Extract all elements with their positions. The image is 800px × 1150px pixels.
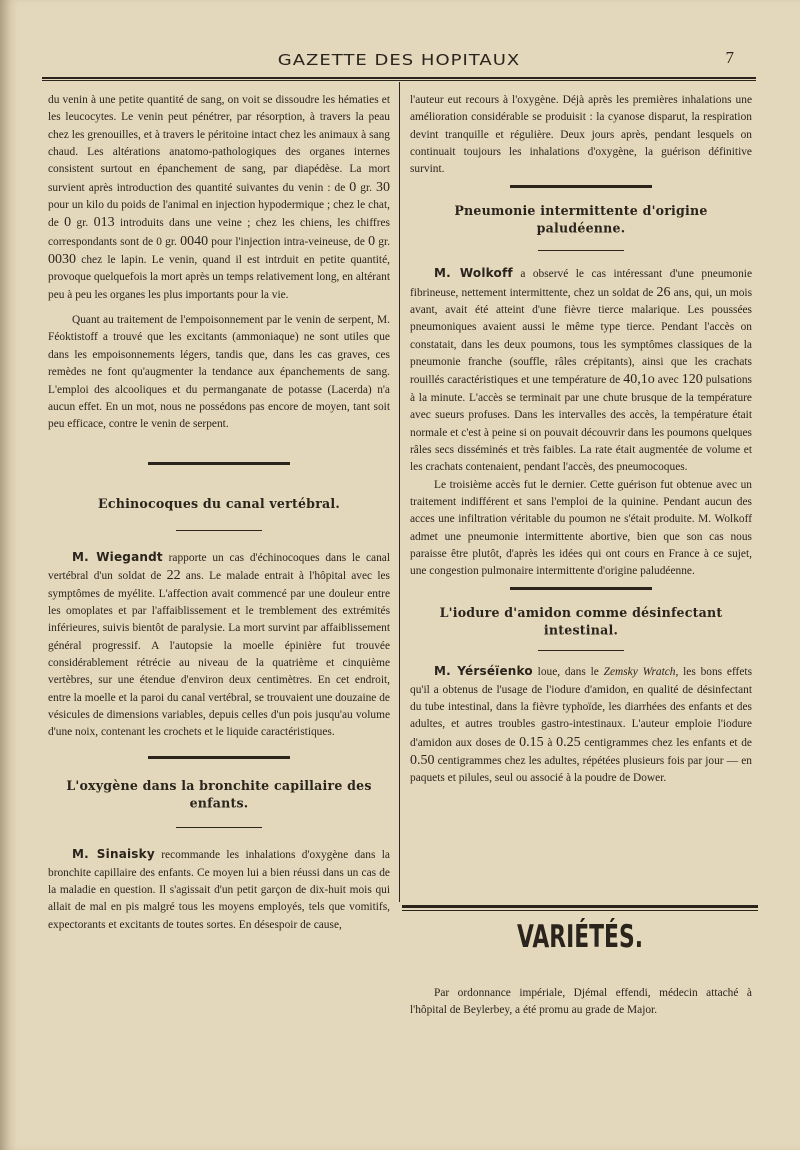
journal-name: Zemsky Wratch xyxy=(603,666,676,679)
paragraph-troisieme-acces: Le troisième accès fut le dernier. Cette guérison fut obtenue avec un traitement indifférent et sans l'emploi de la quinine. Pendant aucun des acces une infiltration véritable du poumon ne s'était produite. M. Wolkoff admet une pneumonie intermittente abortive, bien que son cas nous paraisse être plutôt, d'après les idées qui ont cours en France à ce sujet, une congestion pulmonaire intermittente d'origine paludéenne. xyxy=(410,478,752,578)
paragraph-varietes: Par ordonnance impériale, Djémal effendi, médecin attaché à l'hôpital de Beylerbey, a été promu au grade de Major. xyxy=(410,987,752,1017)
section-title-echinocoques: Echinocoques du canal vertébral. xyxy=(98,495,340,511)
paragraph-oxygene-suite: l'auteur eut recours à l'oxygène. Déjà après les premières inhalations une amélioration considérable se produisit : la cyanose disparut, la respiration devint tranquille et régulière. Deux jours après, pendant lesquels on continuait toujours les inhalations d'oxygène, la guérison définitive survint. xyxy=(410,94,752,176)
page-number: 7 xyxy=(725,48,734,67)
title-underline xyxy=(538,250,624,251)
author-name: M. Wiegandt xyxy=(72,549,163,564)
section-rule xyxy=(510,587,652,590)
paragraph-venin: du venin à une petite quantité de sang, on voit se dissoudre les hématies et les leucocytes. Le venin peut pénétrer, par résorption, à travers la peau chez les grenouilles, et à travers le péritoine intact chez les animaux à sang chaud. Les altérations anatomo-pathologiques des organes internes consistent surtout en épanchement de sang, par diapédèse. La mort survient après introduction des quantité suivantes du venin : de 0 gr. 30 pour un kilo du poids de l'animal en injection hypodermique ; chez le chat, de 0 gr. 013 introduits dans une veine ; chez les chiens, les chiffres correspondants sont de 0 gr. 0040 pour l'injection intra-veineuse, de 0 gr. 0030 chez le lapin. Le venin, quand il est intrduit en petite quantité, provoque quelquefois la mort après un temps relativement long, en altérant peu à peu les organes les plus importants pour la vie. xyxy=(48,94,390,301)
section-title-pneumonie: Pneumonie intermittente d'origine paludéenne. xyxy=(454,201,708,236)
paragraph-wolkoff: M. Wolkoff a observé le cas intéressant d'une pneumonie fibrineuse, nettement intermittente, chez un soldat de 26 ans, qui, un mois avant, avait été atteint d'une fièvre tierce malarique. Les poussées pneumoniques avaient aussi le même type tierce. Pendant l'accès on constatait, dans les deux poumons, tous les symptômes classiques de la pneumonie franche (souffle, râles crépitants), ainsi que les crachats rouillés caractéristiques et une température de 40,1o avec 120 pulsations à la minute. L'accès se terminait par une chute brusque de la température avec sueurs profuses. Dans les intervalles des accès, la température était normale et c'est à peine si on pouvait découvrir dans les poumons quelques râles secs disséminés et très faibles. La rate était augmentée de volume et les crachats contenaient, pendant l'accès, des pneumocoques. xyxy=(410,266,753,474)
title-underline xyxy=(176,530,262,531)
title-underline xyxy=(538,650,624,651)
author-name: M. Yérséïenko xyxy=(434,664,533,679)
paragraph-wiegandt: M. Wiegandt rapporte un cas d'échinocoques dans le canal vertébral d'un soldat de 22 ans. Le malade entrait à l'hôpital avec les symptômes de myélite. L'affection avait commencé par une douleur entre les omoplates et par l'affaiblissement et le tremblement des extrémités inférieures, suivis bientôt de paralysie. La mort survint par affaiblissement général progressif. A l'autopsie la moelle épinière fut trouvée considérablement rétrécie au niveau de la quatrième et cinquième vertèbres, sur une étendue d'environ deux centimètres. En cet endroit, entre la moelle et la paroi du canal vertébral, se trouvaient une douzaine de vésicules de dimensions variables, depuis celles d'un pois jusqu'au volume d'une noix, contenant les crochets et le liquide caractéristiques. xyxy=(48,549,390,739)
varietes-title: VARIÉTÉS. xyxy=(516,918,644,955)
column-divider xyxy=(399,82,400,902)
varietes-rule xyxy=(402,905,758,911)
running-title: GAZETTE DES HOPITAUX xyxy=(277,51,521,70)
paragraph-yerseienko: M. Yérséïenko loue, dans le Zemsky Wratch, les bons effets qu'il a obtenus de l'usage de l'iodure d'amidon, en qualité de désinfectant du tube intestinal, dans la fièvre typhoïde, les diarrhées des enfants et des adultes, et autres troubles gastro-intestinaux. L'auteur emploie l'iodure d'amidon aux doses de 0.15 à 0.25 centigrammes chez les enfants et de 0.50 centigrammes chez les adultes, répétées plusieurs fois par jour — en paquets et pilules, seul ou associé à la poudre de Dower. xyxy=(410,664,753,785)
page-header xyxy=(42,44,756,80)
paragraph-traitement: Quant au traitement de l'empoisonnement par le venin de serpent, M. Féoktistoff a trouvé que les excitants (ammoniaque) ne sont utiles que dans les empoisonnements légers, tandis que, dans les cas graves, ces remèdes ne font qu'augmenter la tendance aux épanchements de sang. L'emploi des alcooliques et du permanganate de potasse (Lacerda) n'a aucun effet. En un mot, nous ne possédons pas encore de moyen, tant soit peu efficace, contre le venin de serpent. xyxy=(48,314,390,431)
section-rule xyxy=(510,185,652,188)
section-rule xyxy=(148,756,290,759)
paragraph-sinaisky: M. Sinaisky recommande les inhalations d'oxygène dans la bronchite capillaire des enfants. Ce moyen lui a bien réussi dans un cas de la maladie en question. Il s'agissait d'un petit garçon de dix-huit mois qui allait de mal en pis malgré tous les moyens employés, tels que vomitifs, expectorants et excitants de toutes sortes. En désespoir de cause, xyxy=(48,847,390,931)
section-title-oxygene: L'oxygène dans la bronchite capillaire des enfants. xyxy=(66,776,372,811)
section-rule xyxy=(148,462,290,465)
title-underline xyxy=(176,827,262,828)
header-rule xyxy=(42,77,756,81)
left-column xyxy=(48,92,390,934)
author-name: M. Wolkoff xyxy=(434,266,513,281)
section-title-iodure: L'iodure d'amidon comme désinfectant intestinal. xyxy=(439,603,723,638)
right-column xyxy=(410,92,752,788)
author-name: M. Sinaisky xyxy=(72,847,155,862)
